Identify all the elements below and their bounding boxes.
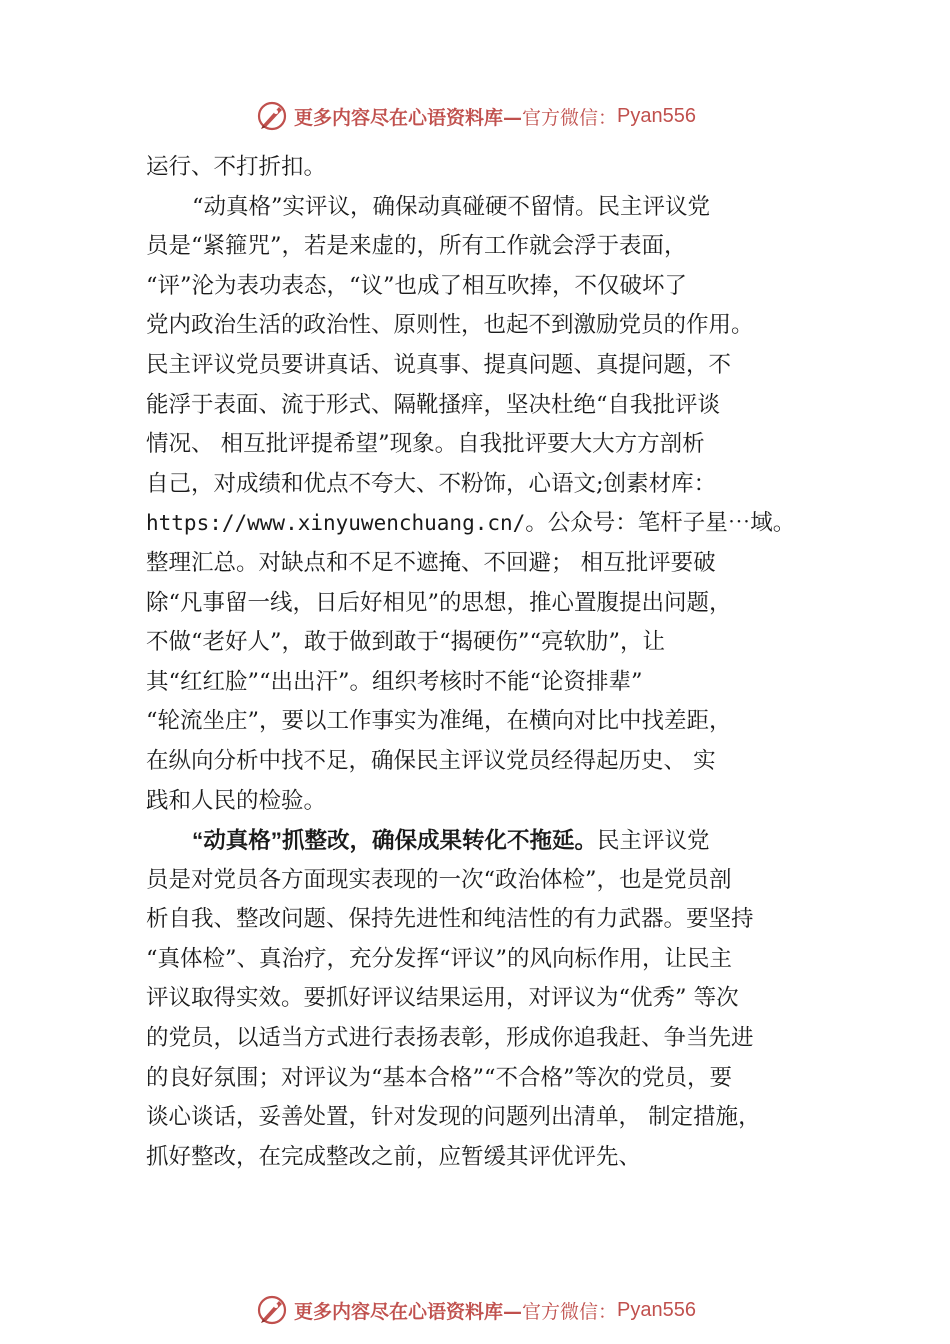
document-body bbox=[146, 148, 836, 1177]
text-line: 抓好整改，在完成整改之前，应暂缓其评优评先、 bbox=[146, 1143, 642, 1170]
text-line: 其“红红脸”“出出汗”。组织考核时不能“论资排辈” bbox=[146, 668, 643, 695]
text-line-heading bbox=[146, 821, 836, 861]
banner-wechat-label: 官方微信： bbox=[522, 106, 618, 129]
text-line: “真体检”、真治疗，充分发挥“评议”的风向标作用，让民主 bbox=[146, 945, 733, 972]
footer-banner bbox=[0, 1288, 950, 1332]
text-line: 整理汇总。对缺点和不足不遮掩、不回避； 相互批评要破 bbox=[146, 549, 716, 576]
text-line: 践和人民的检验。 bbox=[146, 787, 327, 814]
text-line: 员是“紧箍咒”，若是来虚的，所有工作就会浮于表面， bbox=[146, 233, 687, 260]
header-banner bbox=[0, 94, 950, 138]
text-line: 党内政治生活的政治性、原则性，也起不到激励党员的作用。 bbox=[146, 312, 754, 339]
text-line: 能浮于表面、流于形式、隔靴搔痒，坚决杜绝“自我批评谈 bbox=[146, 391, 721, 418]
heading-continuation: 民主评议党 bbox=[597, 828, 710, 855]
pen-logo-icon bbox=[254, 1292, 290, 1328]
text-line: 评议取得实效。要抓好评议结果运用，对评议为“优秀” 等次 bbox=[146, 985, 739, 1012]
text-line: 不做“老好人”，敢于做到敢于“揭硬伤”“亮软肋”，让 bbox=[146, 629, 666, 656]
source-url: https://www.xinyuwenchuang.cn/ bbox=[146, 511, 526, 536]
text-line: 员是对党员各方面现实表现的一次“政治体检”，也是党员剖 bbox=[146, 866, 732, 893]
banner-text: 更多内容尽在心语资料库— bbox=[294, 106, 523, 129]
url-suffix: 。公众号：笔杆子星⋯域。 bbox=[525, 510, 796, 537]
text-line: “轮流坐庄”，要以工作事实为准绳，在横向对比中找差距， bbox=[146, 708, 732, 735]
text-line: 在纵向分析中找不足，确保民主评议党员经得起历史、 实 bbox=[146, 747, 716, 774]
banner-wechat-id: Pyan556 bbox=[617, 104, 696, 127]
text-line: 运行、不打折扣。 bbox=[146, 154, 327, 180]
text-line: 谈心谈话，妥善处置，针对发现的问题列出清单， 制定措施， bbox=[146, 1104, 761, 1131]
text-line-url bbox=[146, 504, 836, 544]
text-line: 民主评议党员要讲真话、说真事、提真问题、真提问题，不 bbox=[146, 351, 732, 378]
banner-text: 更多内容尽在心语资料库— bbox=[294, 1300, 523, 1323]
section-heading: “动真格”抓整改，确保成果转化不拖延。 bbox=[192, 828, 598, 854]
text-line: 的良好氛围；对评议为“基本合格”“不合格”等次的党员，要 bbox=[146, 1064, 733, 1091]
pen-logo-icon bbox=[254, 98, 290, 134]
text-line: 析自我、整改问题、保持先进性和纯洁性的有力武器。要坚持 bbox=[146, 906, 754, 933]
banner-wechat-id: Pyan556 bbox=[617, 1298, 696, 1321]
text-line: 除“凡事留一线，日后好相见”的思想，推心置腹提出问题， bbox=[146, 589, 732, 616]
text-line: 自己，对成绩和优点不夸大、不粉饰，心语文;创素材库： bbox=[146, 470, 717, 497]
text-line: “评”沦为表功表态，“议”也成了相互吹捧，不仅破坏了 bbox=[146, 272, 688, 299]
banner-wechat-label: 官方微信： bbox=[522, 1300, 618, 1323]
text-line: “动真格”实评议，确保动真碰硬不留情。民主评议党 bbox=[192, 193, 711, 220]
text-line: 情况、 相互批评提希望”现象。自我批评要大大方方剖析 bbox=[146, 431, 705, 458]
text-line: 的党员，以适当方式进行表扬表彰，形成你追我赶、争当先进 bbox=[146, 1025, 754, 1052]
